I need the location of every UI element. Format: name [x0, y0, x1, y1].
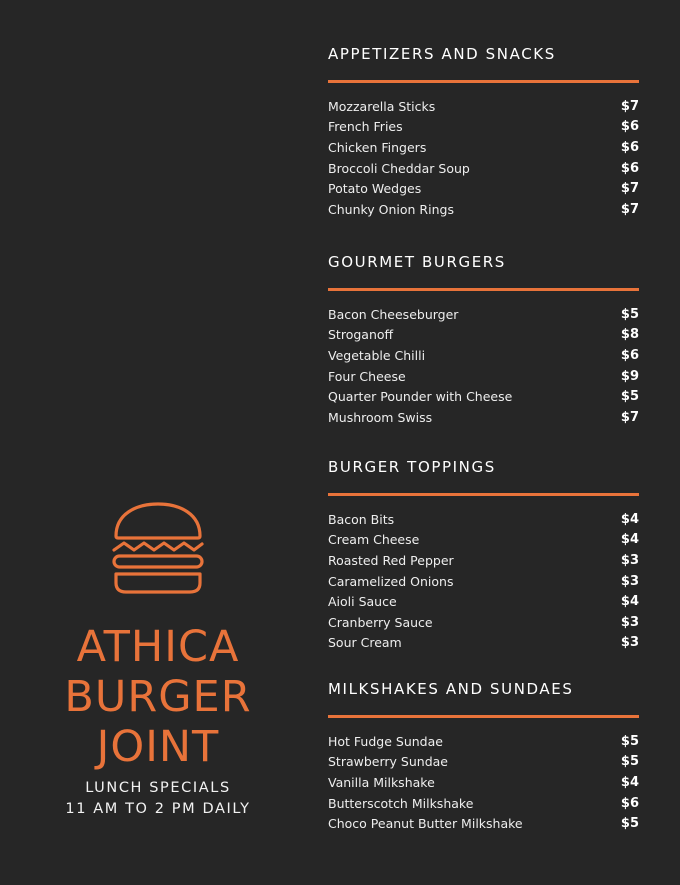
item-price: $8 [620, 327, 639, 343]
item-name: French Fries [328, 119, 403, 135]
section-title: MILKSHAKES AND SUNDAES [328, 680, 574, 698]
menu-item [328, 813, 639, 834]
item-name: Roasted Red Pepper [328, 552, 454, 568]
item-price: $7 [620, 409, 639, 425]
menu-section-milkshakes [328, 679, 639, 834]
menu-item [328, 158, 639, 179]
tagline-line: 11 AM TO 2 PM DAILY [65, 801, 251, 817]
item-name: Cranberry Sauce [328, 614, 433, 630]
section-title: APPETIZERS AND SNACKS [328, 45, 556, 63]
item-name: Broccoli Cheddar Soup [328, 160, 470, 176]
item-name: Caramelized Onions [328, 573, 454, 589]
item-name: Sour Cream [328, 635, 402, 651]
section-divider [328, 288, 639, 291]
item-price: $7 [620, 201, 639, 217]
item-price: $7 [620, 98, 639, 114]
menu-section-appetizers [328, 44, 639, 220]
menu-item [328, 772, 639, 793]
section-title: BURGER TOPPINGS [328, 458, 496, 476]
menu-item [328, 530, 639, 551]
item-price: $3 [620, 552, 639, 568]
menu-item [328, 407, 639, 428]
menu-item [328, 509, 639, 530]
item-price: $6 [620, 347, 639, 363]
item-name: Mushroom Swiss [328, 409, 433, 425]
menu-item [328, 612, 639, 633]
section-divider [328, 715, 639, 718]
menu-item [328, 591, 639, 612]
item-name: Aioli Sauce [328, 594, 397, 610]
menu-item [328, 793, 639, 814]
item-name: Bacon Cheeseburger [328, 306, 459, 322]
menu-item [328, 345, 639, 366]
item-price: $5 [620, 389, 639, 405]
menu-item [328, 199, 639, 220]
menu-item [328, 178, 639, 199]
restaurant-name-line: JOINT [96, 722, 220, 772]
menu-item [328, 571, 639, 592]
menu-item [328, 633, 639, 654]
item-list [328, 304, 639, 428]
item-price: $3 [620, 635, 639, 651]
item-price: $3 [620, 573, 639, 589]
menu-item [328, 752, 639, 773]
item-name: Vanilla Milkshake [328, 774, 435, 790]
menu-item [328, 117, 639, 138]
item-name: Cream Cheese [328, 532, 420, 548]
restaurant-name-line: BURGER [64, 672, 252, 722]
item-price: $3 [620, 614, 639, 630]
item-name: Strawberry Sundae [328, 754, 448, 770]
item-price: $5 [620, 754, 639, 770]
tagline [0, 778, 316, 820]
section-title: GOURMET BURGERS [328, 253, 506, 271]
item-name: Stroganoff [328, 327, 394, 343]
item-price: $4 [620, 594, 639, 610]
item-name: Butterscotch Milkshake [328, 795, 474, 811]
menu-section-toppings [328, 457, 639, 653]
item-name: Hot Fudge Sundae [328, 733, 443, 749]
item-price: $9 [620, 368, 639, 384]
item-name: Vegetable Chilli [328, 347, 426, 363]
item-name: Quarter Pounder with Cheese [328, 389, 513, 405]
item-price: $4 [620, 774, 639, 790]
menu-item [328, 137, 639, 158]
item-name: Choco Peanut Butter Milkshake [328, 816, 523, 832]
menu-section-burgers [328, 252, 639, 428]
item-name: Bacon Bits [328, 511, 395, 527]
item-list [328, 509, 639, 653]
item-price: $5 [620, 306, 639, 322]
menu-item [328, 731, 639, 752]
menu-item [328, 550, 639, 571]
menu-item [328, 325, 639, 346]
item-name: Mozzarella Sticks [328, 98, 436, 114]
item-list [328, 96, 639, 220]
item-price: $6 [620, 795, 639, 811]
item-name: Four Cheese [328, 368, 406, 384]
item-price: $6 [620, 119, 639, 135]
item-name: Chunky Onion Rings [328, 201, 454, 217]
item-name: Chicken Fingers [328, 139, 427, 155]
item-price: $6 [620, 160, 639, 176]
item-name: Potato Wedges [328, 181, 422, 197]
item-price: $5 [620, 816, 639, 832]
item-price: $6 [620, 139, 639, 155]
menu-item [328, 366, 639, 387]
restaurant-name-line: ATHICA [76, 622, 240, 672]
menu-item [328, 304, 639, 325]
tagline-line: LUNCH SPECIALS [85, 780, 231, 796]
burger-icon [110, 500, 206, 596]
menu-item [328, 96, 639, 117]
restaurant-name [0, 622, 316, 772]
item-price: $7 [620, 181, 639, 197]
section-divider [328, 493, 639, 496]
item-price: $5 [620, 733, 639, 749]
item-list [328, 731, 639, 834]
menu-item [328, 386, 639, 407]
item-price: $4 [620, 532, 639, 548]
section-divider [328, 80, 639, 83]
brand-block [0, 500, 316, 820]
item-price: $4 [620, 511, 639, 527]
